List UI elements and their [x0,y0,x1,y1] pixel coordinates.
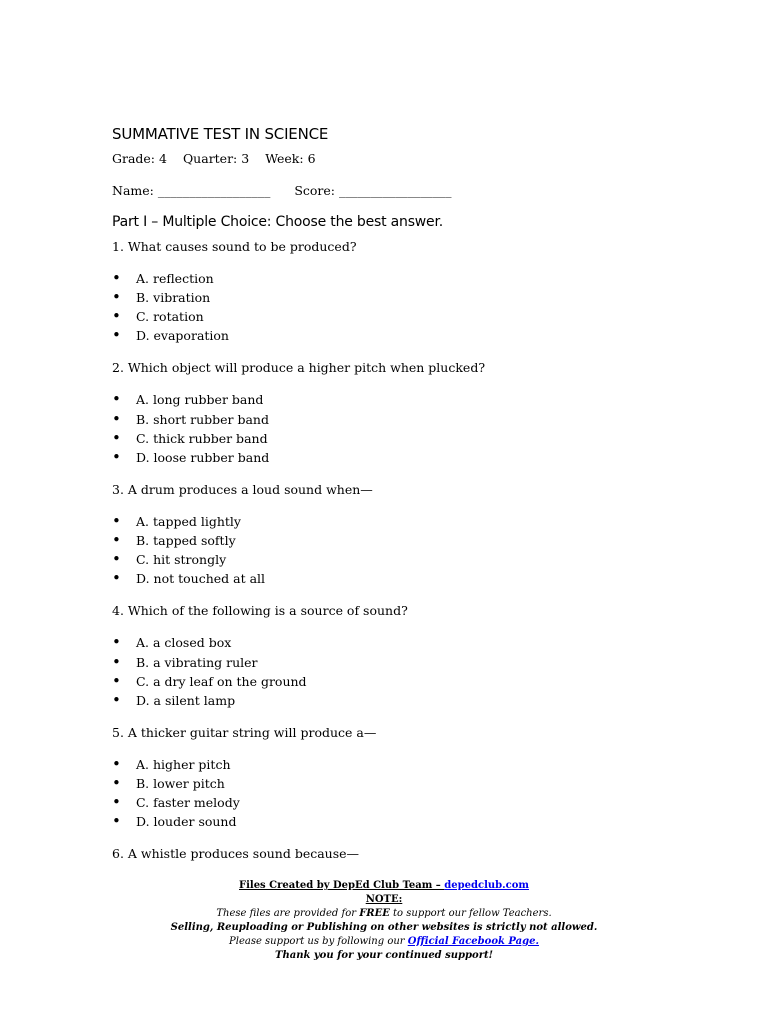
bullet-icon: • [112,550,121,568]
bullet-icon: • [112,672,121,690]
bullet-icon: • [112,429,121,447]
bullet-icon: • [112,774,121,792]
note-label: NOTE: [365,894,403,905]
bullet-icon: • [112,326,121,344]
support-notice: Please support us by following our Official Facebook Page. [229,936,539,947]
question-3: 3. A drum produces a loud sound when— [112,482,373,497]
quarter-label: Quarter: 3 [182,151,250,166]
footer-credit-line [0,879,768,893]
part-heading: Part I – Multiple Choice: Choose the best answer. [112,214,443,230]
question-1: 1. What causes sound to be produced? [112,239,357,254]
facebook-page-link[interactable]: Official Facebook Page. [407,936,539,947]
bullet-icon: • [112,390,121,408]
name-field-label: Name: __________________ [112,183,271,198]
page-title: SUMMATIVE TEST IN SCIENCE [112,125,329,143]
bullet-icon: • [112,812,121,830]
bullet-icon: • [112,269,121,287]
bullet-icon: • [112,512,121,530]
bullet-icon: • [112,448,121,466]
question-4: 4. Which of the following is a source of sound? [112,603,408,618]
grade-label: Grade: 4 [112,151,167,166]
restriction-notice: Selling, Reuploading or Publishing on other websites is strictly not allowed. [170,922,598,933]
credit-text: Files Created by DepEd Club Team – [239,880,445,891]
bullet-icon: • [112,755,121,773]
name-score-line [112,183,463,198]
bullet-icon: • [112,410,121,428]
depedclub-link[interactable]: depedclub.com [444,880,529,891]
bullet-icon: • [112,569,121,587]
question-6: 6. A whistle produces sound because— [112,846,360,861]
thank-you-line: Thank you for your continued support! [275,950,493,961]
bullet-icon: • [112,288,121,306]
bullet-icon: • [112,633,121,651]
score-field-label: Score: __________________ [294,183,452,198]
bullet-icon: • [112,307,121,325]
question-5: 5. A thicker guitar string will produce a— [112,725,377,740]
bullet-icon: • [112,653,121,671]
free-notice: These files are provided for FREE to support our fellow Teachers. [216,908,552,919]
week-label: Week: 6 [265,151,316,166]
footer-notice [0,879,768,963]
bullet-icon: • [112,793,121,811]
question-2: 2. Which object will produce a higher pitch when plucked? [112,360,486,375]
bullet-icon: • [112,531,121,549]
bullet-icon: • [112,691,121,709]
grade-quarter-week [112,151,328,166]
